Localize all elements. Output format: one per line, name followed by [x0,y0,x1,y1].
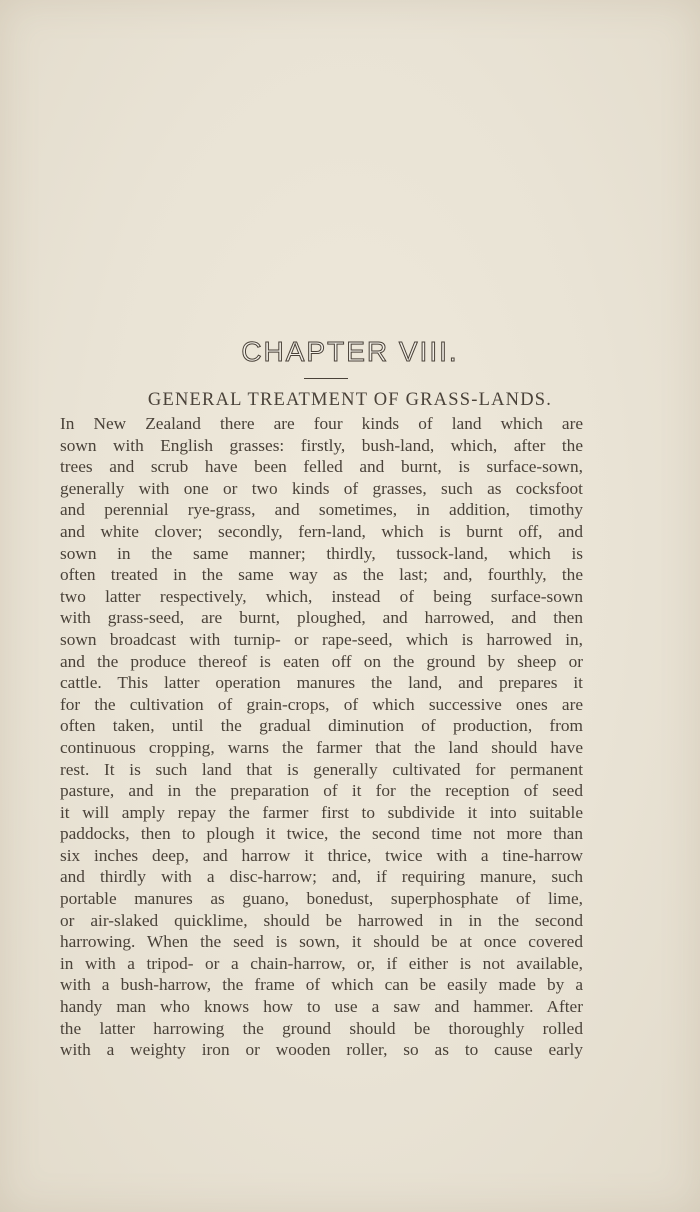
text-line: and the produce thereof is eaten off on the ground by sheep or [60,651,583,671]
text-line: six inches deep, and harrow it thrice, twice with a tine-harrow [60,845,583,865]
text-line: sown with English grasses: firstly, bush-land, which, after the [60,435,583,455]
text-line: in with a tripod- or a chain-harrow, or, if either is not available, [60,953,583,973]
title-divider [304,378,348,379]
section-title: GENERAL TREATMENT OF GRASS-LANDS. [147,390,553,410]
text-line: harrowing. When the seed is sown, it should be at once covered [60,932,583,952]
text-line: with grass-seed, are burnt, ploughed, and harrowed, and then [60,608,583,628]
text-line: two latter respectively, which, instead of being surface-sown [60,586,583,606]
text-line: pasture, and in the preparation of it for the reception of seed [60,781,583,801]
text-line: handy man who knows how to use a saw and hammer. After [60,997,583,1017]
text-line: the latter harrowing the ground should be thoroughly rolled [60,1018,583,1038]
text-line: with a weighty iron or wooden roller, so as to cause early [60,1040,583,1060]
text-line: portable manures as guano, bonedust, superphosphate of lime, [60,889,583,909]
text-line: and perennial rye-grass, and sometimes, in addition, timothy [60,500,583,520]
text-line: often taken, until the gradual diminution of production, from [60,716,583,736]
chapter-title: CHAPTER VIII. [241,336,459,367]
body-paragraph [60,413,583,1061]
text-line: sown broadcast with turnip- or rape-seed, which is harrowed in, [60,629,583,649]
text-line: sown in the same manner; thirdly, tussock-land, which is [60,543,583,563]
text-line: continuous cropping, warns the farmer that the land should have [60,737,583,757]
text-line: cattle. This latter operation manures the land, and prepares it [60,673,583,693]
text-line: rest. It is such land that is generally cultivated for permanent [60,759,583,779]
text-line: and thirdly with a disc-harrow; and, if requiring manure, such [60,867,583,887]
text-line: often treated in the same way as the last; and, fourthly, the [60,565,583,585]
text-line: trees and scrub have been felled and burnt, is surface-sown, [60,457,583,477]
text-line: for the cultivation of grain-crops, of which successive ones are [60,694,583,714]
text-line: or air-slaked quicklime, should be harrowed in in the second [60,910,583,930]
text-line: it will amply repay the farmer first to subdivide it into suitable [60,802,583,822]
text-line: In New Zealand there are four kinds of land which are [60,414,583,433]
text-line: generally with one or two kinds of grasses, such as cocksfoot [60,478,583,498]
text-line: paddocks, then to plough it twice, the second time not more than [60,824,583,844]
text-line: and white clover; secondly, fern-land, which is burnt off, and [60,521,583,541]
text-line: with a bush-harrow, the frame of which can be easily made by a [60,975,583,995]
